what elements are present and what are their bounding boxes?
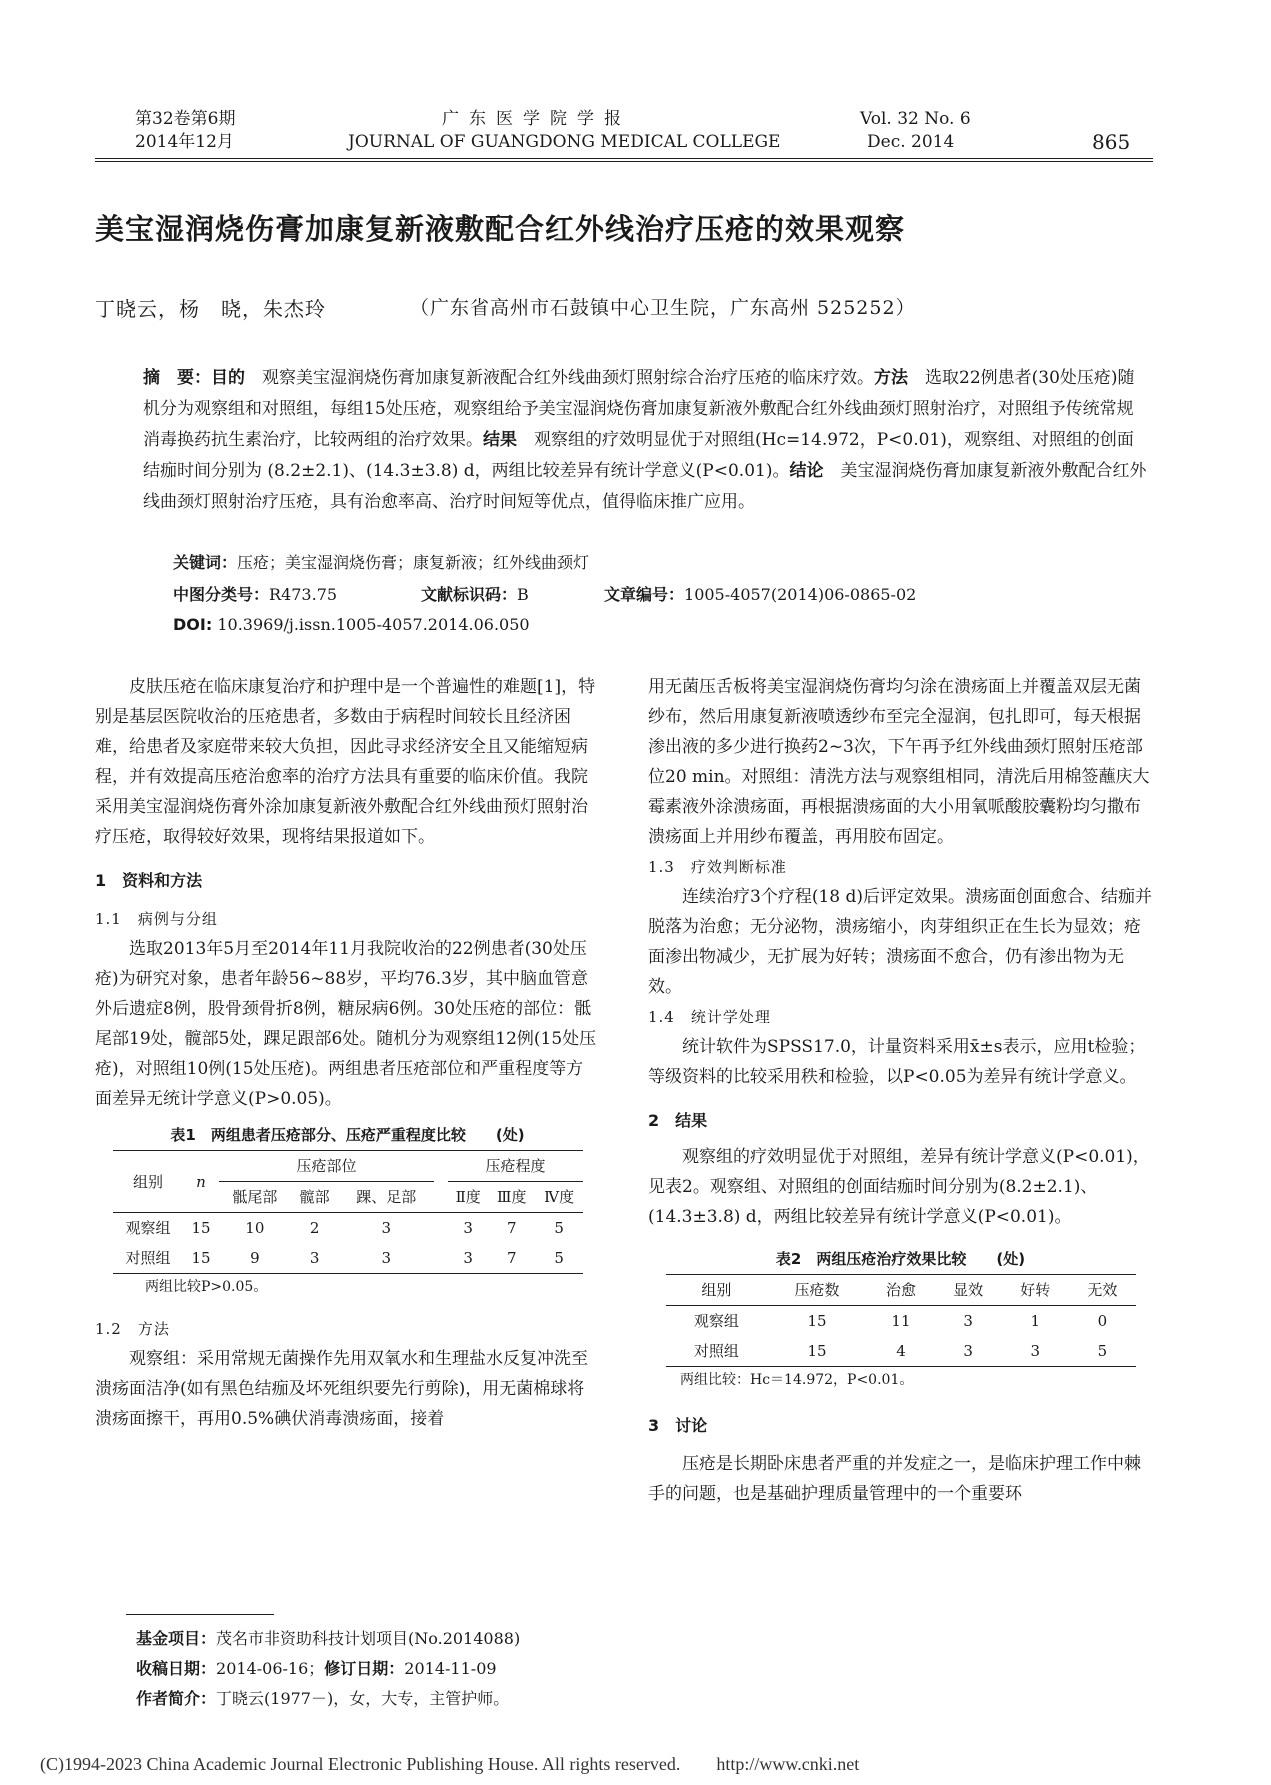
header-date-en: Dec. 2014: [867, 132, 955, 152]
abstract-conclusion: 美宝湿润烧伤膏加康复新液外敷配合红外线曲颈灯照射治疗压疮，具有治愈率高、治疗时间短等优点，值得临床推广应用。: [143, 461, 1147, 512]
table-1-col-header: Ⅳ度: [544, 1188, 575, 1206]
table-cell: 3: [463, 1219, 473, 1237]
article-number-value: 1005-4057(2014)06-0865-02: [684, 585, 917, 604]
doi: [173, 615, 530, 635]
table-cell: 15: [191, 1249, 211, 1267]
doi-value: 10.3969/j.issn.1005-4057.2014.06.050: [217, 615, 530, 634]
keywords-value: 压疮；美宝湿润烧伤膏；康复新液；红外线曲颈灯: [237, 553, 590, 572]
footnote-bio: [136, 1684, 520, 1714]
table-cell: 7: [506, 1249, 517, 1267]
table-cell: 3: [1030, 1342, 1041, 1360]
clc-value: R473.75: [269, 585, 338, 604]
header-journal-cn: 广东医学院学报: [442, 109, 631, 129]
page-number: 865: [1092, 130, 1131, 154]
section-2-heading: 2 结果: [648, 1111, 708, 1130]
table-2-note: 两组比较：Hc＝14.972，P<0.01。: [680, 1372, 914, 1388]
table-1-header-group: 组别: [113, 1151, 183, 1213]
table-1-header-n: n: [183, 1151, 219, 1213]
article-title: 美宝湿润烧伤膏加康复新液敷配合红外线治疗压疮的效果观察: [95, 212, 906, 246]
section-1-3-heading: 1.3 疗效判断标准: [648, 858, 787, 876]
left-column: [95, 672, 600, 1434]
abstract-label: 摘 要：: [143, 368, 211, 388]
table-2-col-header: 治愈: [885, 1281, 916, 1299]
method-label: 方法: [874, 368, 908, 388]
table-2-caption: 表2 两组压疮治疗效果比较 (处): [775, 1250, 1026, 1268]
table-row: [666, 1336, 1136, 1367]
table-cell: 2: [309, 1219, 320, 1237]
table-cell: 5: [554, 1249, 564, 1267]
header-volume-cn: 第32卷第6期: [135, 109, 236, 129]
table-cell: 4: [896, 1342, 906, 1360]
table-cell: 对照组: [125, 1249, 171, 1267]
table-row: [113, 1243, 583, 1274]
affiliation: （广东省高州市石鼓镇中心卫生院，广东高州 525252）: [410, 297, 916, 319]
table-1-col-header: 踝、足部: [356, 1188, 417, 1206]
keywords-label: 关键词：: [173, 553, 238, 572]
revised-value: 2014-11-09: [404, 1659, 497, 1678]
table-cell: 3: [381, 1219, 392, 1237]
article-number: [604, 585, 916, 605]
table-1-col-header: Ⅱ度: [455, 1188, 481, 1206]
result-label: 结果: [483, 430, 517, 450]
table-cell: 7: [506, 1219, 517, 1237]
table-cell: 11: [891, 1312, 911, 1330]
table-2-col-header: 组别: [701, 1281, 732, 1299]
section-3-paragraph: 压疮是长期卧床患者严重的并发症之一，是临床护理工作中棘手的问题，也是基础护理质量管理中的一个重要环: [648, 1454, 1141, 1504]
table-1-caption: 表1 两组患者压疮部分、压疮严重程度比较 (处): [170, 1126, 525, 1144]
table-cell: 3: [963, 1312, 973, 1330]
table-cell: 15: [807, 1312, 827, 1330]
section-1-heading: 1 资料和方法: [95, 871, 203, 890]
table-cell: 15: [807, 1342, 827, 1360]
section-1-2-paragraph: 观察组：采用常规无菌操作先用双氧水和生理盐水反复冲洗至溃疡面洁净(如有黑色结痂及坏死组织要先行剪除)，用无菌棉球将溃疡面擦干，再用0.5%碘伏消毒溃疡面，接着: [95, 1349, 588, 1429]
table-cell: 9: [250, 1249, 260, 1267]
doi-label: DOI:: [173, 615, 213, 634]
table-row: [113, 1213, 583, 1244]
received-label: 收稿日期：: [136, 1659, 217, 1678]
section-1-4-heading: 1.4 统计学处理: [648, 1008, 771, 1026]
table-cell: 5: [554, 1219, 564, 1237]
header-journal-en: JOURNAL OF GUANGDONG MEDICAL COLLEGE: [348, 132, 781, 152]
table-1-col-header: 骶尾部: [232, 1188, 278, 1206]
revised-label: 修订日期：: [324, 1659, 405, 1678]
header-volume-en: Vol. 32 No. 6: [860, 109, 971, 129]
table-cell: 3: [381, 1249, 392, 1267]
footnote-rule: [126, 1614, 274, 1615]
table-2-col-header: 压疮数: [794, 1281, 840, 1299]
table-cell: 10: [245, 1219, 265, 1237]
abstract-result: 观察组的疗效明显优于对照组(Hc=14.972，P<0.01)，观察组、对照组的创面结痂时间分别为 (8.2±2.1)、(14.3±3.8) d，两组比较差异有统计学意义(P<0.01)。: [143, 430, 1134, 481]
bio-label: 作者简介：: [136, 1689, 217, 1708]
table-cell: 1: [1030, 1312, 1041, 1330]
abstract-objective: 观察美宝湿润烧伤膏加康复新液配合红外线曲颈灯照射综合治疗压疮的临床疗效。: [262, 368, 874, 388]
footnote-fund: [136, 1624, 520, 1654]
table-2-col-header: 无效: [1087, 1281, 1118, 1299]
table-1-grid: [113, 1150, 583, 1274]
table-cell: 3: [963, 1342, 973, 1360]
table-cell: 观察组: [693, 1312, 739, 1330]
conclusion-label: 结论: [789, 461, 824, 481]
clc-number: [173, 585, 337, 605]
objective-label: 目的: [211, 368, 245, 388]
copyright-footer: (C)1994-2023 China Academic Journal Electronic Publishing House. All rights reserved. http://www.cnki.net: [40, 1754, 860, 1774]
received-value: 2014-06-16；: [216, 1659, 325, 1678]
header-date-cn: 2014年12月: [135, 132, 234, 152]
document-code: [421, 585, 529, 605]
document-code-label: 文献标识码：: [421, 585, 518, 604]
table-1-header-site: 压疮部位: [219, 1151, 434, 1182]
table-1-header-degree: 压疮程度: [448, 1151, 583, 1182]
bio-value: 丁晓云(1977－)，女，大专，主管护师。: [216, 1689, 510, 1708]
table-cell: 0: [1097, 1312, 1108, 1330]
table-1-col-header: Ⅲ度: [496, 1188, 527, 1206]
authors: 丁晓云，杨 晓，朱杰玲: [95, 297, 326, 321]
table-row: [666, 1306, 1136, 1337]
article-number-label: 文章编号：: [604, 585, 685, 604]
section-1-2-heading: 1.2 方法: [95, 1320, 170, 1338]
footnote-dates: [136, 1654, 520, 1684]
right-column: [648, 672, 1153, 1509]
fund-value: 茂名市非资助科技计划项目(No.2014088): [216, 1629, 521, 1648]
header-rule: [95, 158, 1153, 159]
abstract: [143, 363, 1148, 518]
abstract-method: 选取22例患者(30处压疮)随机分为观察组和对照组，每组15处压疮，观察组给予美宝湿润烧伤膏加康复新液外敷配合红外线曲颈灯照射治疗，对照组予传统常规消毒换药抗生素治疗，比较两组的治疗效果。: [143, 368, 1135, 450]
header-rule-double: [95, 161, 1153, 162]
table-1: [95, 1120, 600, 1300]
section-1-1-heading: 1.1 病例与分组: [95, 910, 218, 928]
table-cell: 对照组: [693, 1342, 739, 1360]
section-3-heading: 3 讨论: [648, 1416, 708, 1435]
intro-paragraph: 皮肤压疮在临床康复治疗和护理中是一个普遍性的难题[1]，特别是基层医院收治的压疮患者，多数由于病程时间较长且经济困难，给患者及家庭带来较大负担，因此寻求经济安全且又能缩短病程，并有效提高压疮治愈率的治疗方法具有重要的临床价值。我院采用美宝湿润烧伤膏外涂加康复新液外敷配合红外线曲预灯照射治疗压疮，取得较好效果，现将结果报道如下。: [95, 677, 596, 847]
table-cell: 观察组: [125, 1219, 171, 1237]
fund-label: 基金项目：: [136, 1629, 217, 1648]
section-1-3-paragraph: 连续治疗3个疗程(18 d)后评定效果。溃疡面创面愈合、结痂并脱落为治愈；无分泌物，溃疡缩小，肉芽组织正在生长为显效；疮面渗出物减少，无扩展为好转；溃疡面不愈合，仍有渗出物为无效。: [648, 887, 1152, 997]
document-code-value: B: [517, 585, 529, 604]
section-2-paragraph: 观察组的疗效明显优于对照组，差异有统计学意义(P<0.01)，见表2。观察组、对照组的创面结痂时间分别为(8.2±2.1)、(14.3±3.8) d，两组比较差异有统计学意义(P<0.01)。: [648, 1147, 1150, 1227]
section-1-1-paragraph: 选取2013年5月至2014年11月我院收治的22例患者(30处压疮)为研究对象，患者年龄56~88岁，平均76.3岁，其中脑血管意外后遗症8例，股骨颈骨折8例，糖尿病6例。30处压疮的部位：骶尾部19处，髋部5处，踝足跟部6处。随机分为观察组12例(15处压疮)，对照组10例(15处压疮)。两组患者压疮部位和严重程度等方面差异无统计学意义(P>0.05)。: [95, 939, 597, 1109]
footnote: [136, 1624, 520, 1714]
section-1-2-continued: 用无菌压舌板将美宝湿润烧伤膏均匀涂在溃疡面上并覆盖双层无菌纱布，然后用康复新液喷透纱布至完全湿润，包扎即可，每天根据渗出液的多少进行换药2~3次，下午再予红外线曲颈灯照射压疮部位20 min。对照组：清洗方法与观察组相同，清洗后用棉签蘸庆大霉素液外涂溃疡面，再根据溃疡面的大小用氧哌酸胶囊粉均匀撒布溃疡面上并用纱布覆盖，再用胶布固定。: [648, 677, 1150, 847]
keywords: [173, 553, 589, 573]
table-2-grid: [666, 1274, 1136, 1367]
table-1-col-header: 髋部: [299, 1188, 330, 1206]
table-2: [648, 1244, 1153, 1393]
table-2-col-header: 显效: [953, 1281, 984, 1299]
table-cell: 15: [191, 1219, 211, 1237]
table-cell: 3: [309, 1249, 320, 1267]
table-2-col-header: 好转: [1020, 1281, 1051, 1299]
section-1-4-paragraph: 统计软件为SPSS17.0，计量资料采用x̄±s表示，应用t检验；等级资料的比较采用秩和检验，以P<0.05为差异有统计学意义。: [648, 1037, 1146, 1087]
table-cell: 5: [1097, 1342, 1108, 1360]
table-1-note: 两组比较P>0.05。: [145, 1279, 268, 1295]
table-cell: 3: [463, 1249, 473, 1267]
clc-label: 中图分类号：: [173, 585, 270, 604]
